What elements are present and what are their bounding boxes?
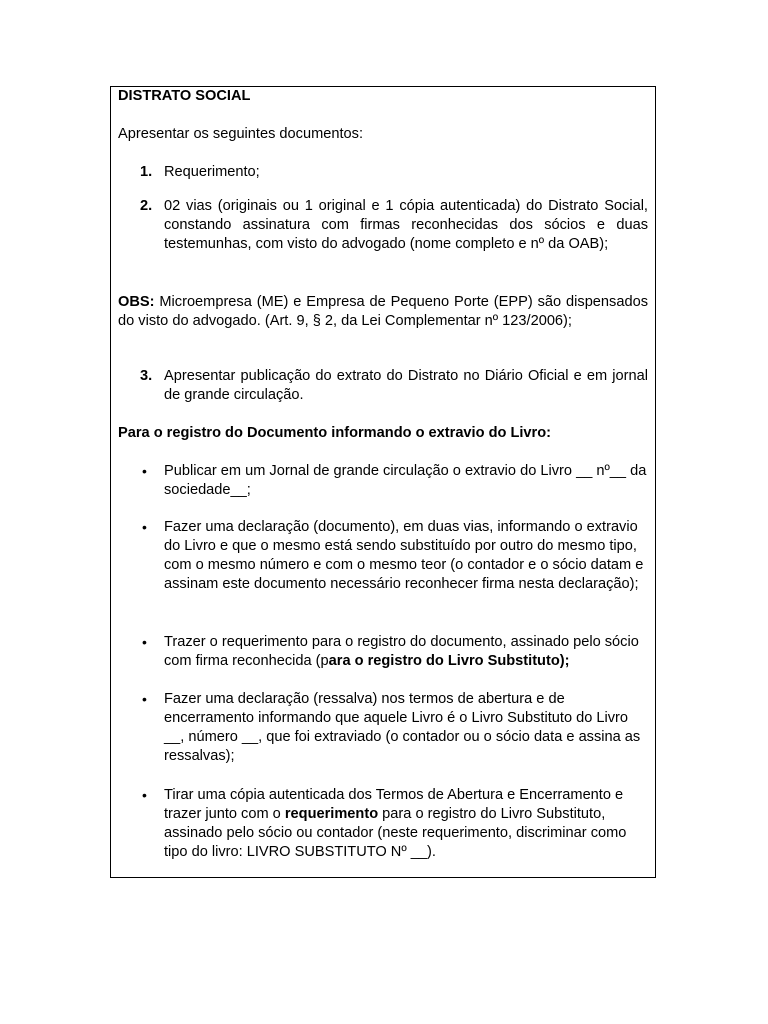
numbered-item-1 [118,163,648,182]
numbered-item-3 [118,367,648,405]
section-heading: Para o registro do Documento informando o extravio do Livro: [118,425,551,441]
bullet-item-1 [118,462,648,500]
bullet-icon: • [142,519,147,535]
bullet-item-5 [118,786,648,862]
intro-text: Apresentar os seguintes documentos: [118,126,363,142]
obs-text: Microempresa (ME) e Empresa de Pequeno Porte (EPP) são dispensados do visto do advogado. (Art. 9, § 2, da Lei Complementar nº 123/2006); [118,294,648,329]
bullet-icon: • [142,691,147,707]
bullet-icon: • [142,787,147,803]
item-number: 1. [140,164,153,180]
bullet-text [164,786,648,862]
obs-label: OBS: [118,294,155,310]
document-title: DISTRATO SOCIAL [118,88,251,104]
item-text: Apresentar publicação do extrato do Distrato no Diário Oficial e em jornal de grande circulação. [164,368,648,403]
bullet-text-bold: ara o registro do Livro Substituto); [328,653,570,669]
bullet-icon: • [142,463,147,479]
item-number: 2. [140,198,153,214]
bullet-item-4 [118,690,648,766]
item-number: 3. [140,368,153,384]
bullet-text-part: Trazer o requerimento para o registro do documento, assinado pelo sócio com firma reconhecida (p [164,634,639,669]
bullet-text [164,633,648,671]
bullet-text: Publicar em um Jornal de grande circulação o extravio do Livro __ nº__ da sociedade__; [164,463,647,498]
bullet-text: Fazer uma declaração (documento), em duas vias, informando o extravio do Livro e que o mesmo está sendo substituído por outro do mesmo tipo, com o mesmo número e com o mesmo teor (o contador e o sócio datam e assinam este documento necessário reconhecer firma nesta declaração); [164,519,644,592]
bullet-text-part: para o registro do Livro Substituto, assinado pelo sócio ou contador (neste requerimento, discriminar como tipo do livro: LIVRO SUBSTITUTO Nº __). [164,806,627,860]
numbered-item-2 [118,197,648,254]
bullet-item-3 [118,633,648,671]
bullet-text-bold: requerimento [284,806,379,822]
bullet-text: Fazer uma declaração (ressalva) nos termos de abertura e de encerramento informando que aquele Livro é o Livro Substituto do Livro __, número __, que foi extraviado (o contador ou o sócio data e assina as ressalvas); [164,691,641,764]
document-box [110,86,656,878]
obs-paragraph [118,293,648,331]
bullet-text-part: Tirar uma cópia autenticada dos Termos de Abertura e Encerramento e trazer junto com o [164,787,624,822]
item-text: 02 vias (originais ou 1 original e 1 cópia autenticada) do Distrato Social, constando assinatura com firmas reconhecidas dos sócios e duas testemunhas, com visto do advogado (nome completo e nº da OAB); [164,198,648,252]
bullet-item-2 [118,518,648,594]
bullet-icon: • [142,634,147,650]
item-text: Requerimento; [164,164,260,180]
